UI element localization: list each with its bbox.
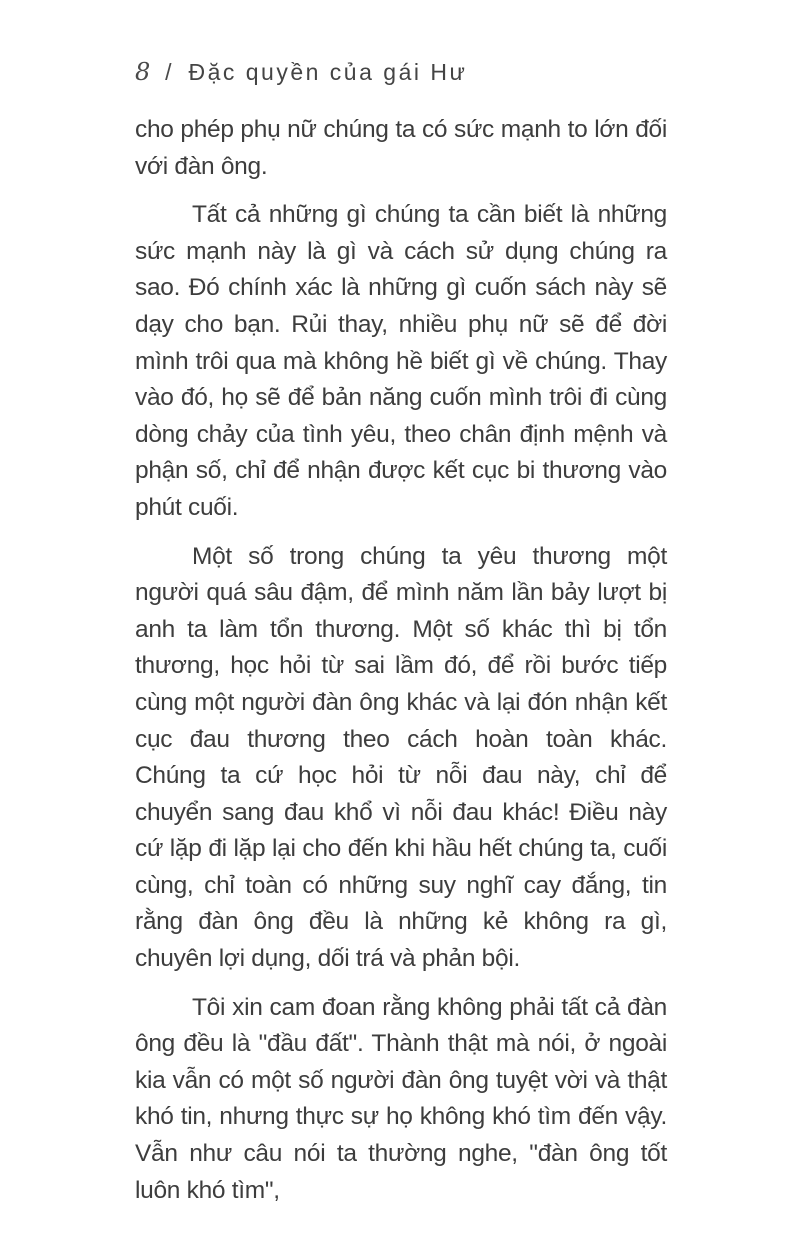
paragraph: Tôi xin cam đoan rằng không phải tất cả đàn ông đều là "đầu đất". Thành thật mà nói, ở ngoài kia vẫn có một số người đàn ông tuyệt vời và thật khó tin, nhưng thực sự họ không khó tìm đến vậy. Vẫn như câu nói ta thường nghe, "đàn ông tốt luôn khó tìm", [135, 993, 667, 1204]
running-title: Đặc quyền của gái Hư [188, 59, 468, 85]
running-header [135, 58, 665, 86]
page-number: 8 [135, 58, 151, 86]
paragraph: Một số trong chúng ta yêu thương một người quá sâu đậm, để mình năm lần bảy lượt bị anh ta làm tổn thương. Một số khác thì bị tổn thương, học hỏi từ sai lầm đó, để rồi bước tiếp cùng một người đàn ông khác và lại đón nhận kết cục đau thương theo cách hoàn toàn khác. Chúng ta cứ học hỏi từ nỗi đau này, chỉ để chuyển sang đau khổ vì nỗi đau khác! Điều này cứ lặp đi lặp lại cho đến khi hầu hết chúng ta, cuối cùng, chỉ toàn có những suy nghĩ cay đắng, tin rằng đàn ông đều là những kẻ không ra gì, chuyên lợi dụng, dối trá và phản bội. [135, 542, 667, 973]
page-body [135, 112, 667, 1221]
header-separator: / [165, 59, 172, 85]
paragraph-continuation: cho phép phụ nữ chúng ta có sức mạnh to lớn đối với đàn ông. [135, 116, 667, 180]
paragraph: Tất cả những gì chúng ta cần biết là những sức mạnh này là gì và cách sử dụng chúng ra sao. Đó chính xác là những gì cuốn sách này sẽ dạy cho bạn. Rủi thay, nhiều phụ nữ sẽ để đời mình trôi qua mà không hề biết gì về chúng. Thay vào đó, họ sẽ để bản năng cuốn mình trôi đi cùng dòng chảy của tình yêu, theo chân định mệnh và phận số, chỉ để nhận được kết cục bi thương vào phút cuối. [135, 201, 667, 521]
